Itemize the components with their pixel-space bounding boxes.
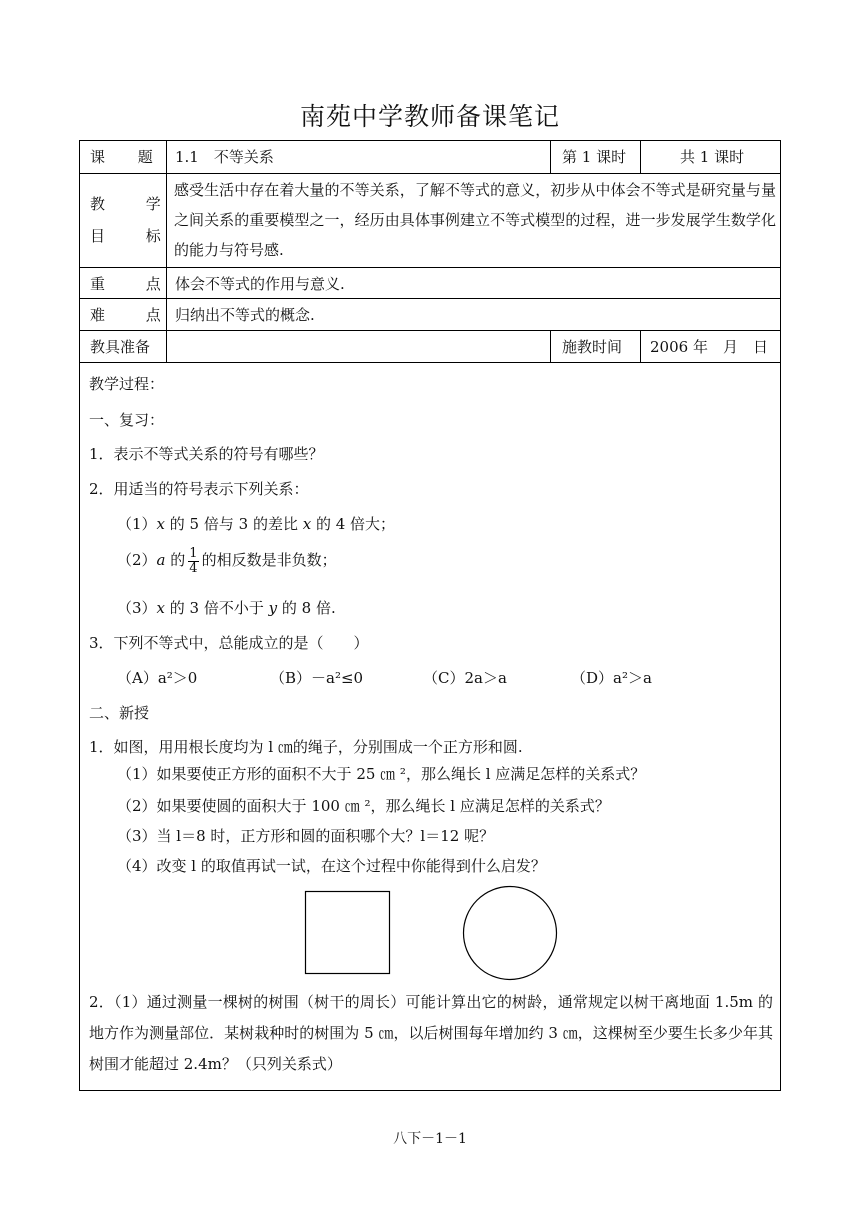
page-title: 南苑中学教师备课笔记 — [299, 102, 560, 131]
goals-text: 感受生活中存在着大量的不等关系，了解不等式的意义，初步从中体会不等式是研究量与量之间关系的重要模型之一，经历由具体事例建立不等式模型的过程，进一步发展学生数学化的能力与符号感. — [174, 181, 776, 259]
key-point-text: 体会不等式的作用与意义. — [175, 275, 345, 293]
review-heading: 一、复习： — [89, 411, 165, 429]
question-2: 2．用适当的符号表示下列关系： — [89, 480, 309, 498]
fraction: $\frac{1}{4}$ — [189, 545, 198, 576]
difficulty-label: 难 点 — [90, 306, 161, 324]
new-question-2: 2．（1）通过测量一棵树的树围（树干的周长）可能计算出它的树龄，通常规定以树干离地面 1.5m 的地方作为测量部位．某树栽种时的树围为 5 ㎝，以后树围每年增加约 3 ㎝，这棵树至少要生长多少年其树围才能超过 2.4m？（只列关系式） — [89, 993, 773, 1073]
question-2-item-3: （3）x 的 3 倍不小于 y 的 8 倍. — [117, 599, 336, 617]
key-point-label: 重 点 — [90, 275, 161, 293]
goals-label-bottom: 目 标 — [90, 227, 161, 245]
new-question-1-item-4: （4）改变 l 的取值再试一试，在这个过程中你能得到什么启发？ — [117, 857, 546, 875]
teaching-time-value: 2006 年 月 日 — [650, 338, 768, 356]
topic-label: 课 题 — [90, 148, 153, 166]
difficulty-text: 归纳出不等式的概念. — [175, 306, 315, 324]
new-question-1-item-3: （3）当 l＝8 时，正方形和圆的面积哪个大？l＝12 呢？ — [117, 827, 495, 845]
new-section-heading: 二、新授 — [89, 704, 150, 722]
option-a: （A）a²＞0 — [117, 669, 198, 687]
teaching-time-label: 施教时间 — [562, 338, 623, 356]
new-question-1-item-2: （2）如果要使圆的面积大于 100 ㎝ ²，那么绳长 l 应满足怎样的关系式？ — [117, 797, 610, 815]
tools-label: 教具准备 — [90, 338, 151, 356]
circle-figure — [464, 887, 557, 980]
new-question-1-item-1: （1）如果要使正方形的面积不大于 25 ㎝ ²，那么绳长 l 应满足怎样的关系式？ — [117, 765, 646, 783]
topic-value: 1.1 不等关系 — [175, 148, 274, 166]
question-3: 3．下列不等式中，总能成立的是（ ） — [89, 634, 369, 652]
goals-label-top: 教 学 — [90, 195, 161, 213]
question-2-item-1: （1）x 的 5 倍与 3 的差比 x 的 4 倍大； — [117, 515, 396, 533]
square-figure — [306, 892, 390, 974]
lesson-total: 共 1 课时 — [680, 148, 745, 166]
new-question-1: 1．如图，用用根长度均为 l ㎝的绳子，分别围成一个正方形和圆. — [89, 738, 523, 756]
option-d: （D）a²＞a — [571, 669, 652, 687]
option-b: （B）－a²≤0 — [270, 669, 364, 687]
figure — [80, 141, 780, 1091]
page-footer: 八下－1－1 — [393, 1131, 467, 1147]
question-2-item-2: （2）a 的 $\frac{1}{4}$ 的相反数是非负数； — [117, 545, 337, 576]
question-1: 1．表示不等式关系的符号有哪些？ — [89, 445, 324, 463]
lesson-number: 第 1 课时 — [562, 148, 627, 166]
lesson-table — [79, 140, 781, 1091]
option-c: （C）2a＞a — [423, 669, 507, 687]
process-heading: 教学过程： — [89, 375, 165, 393]
